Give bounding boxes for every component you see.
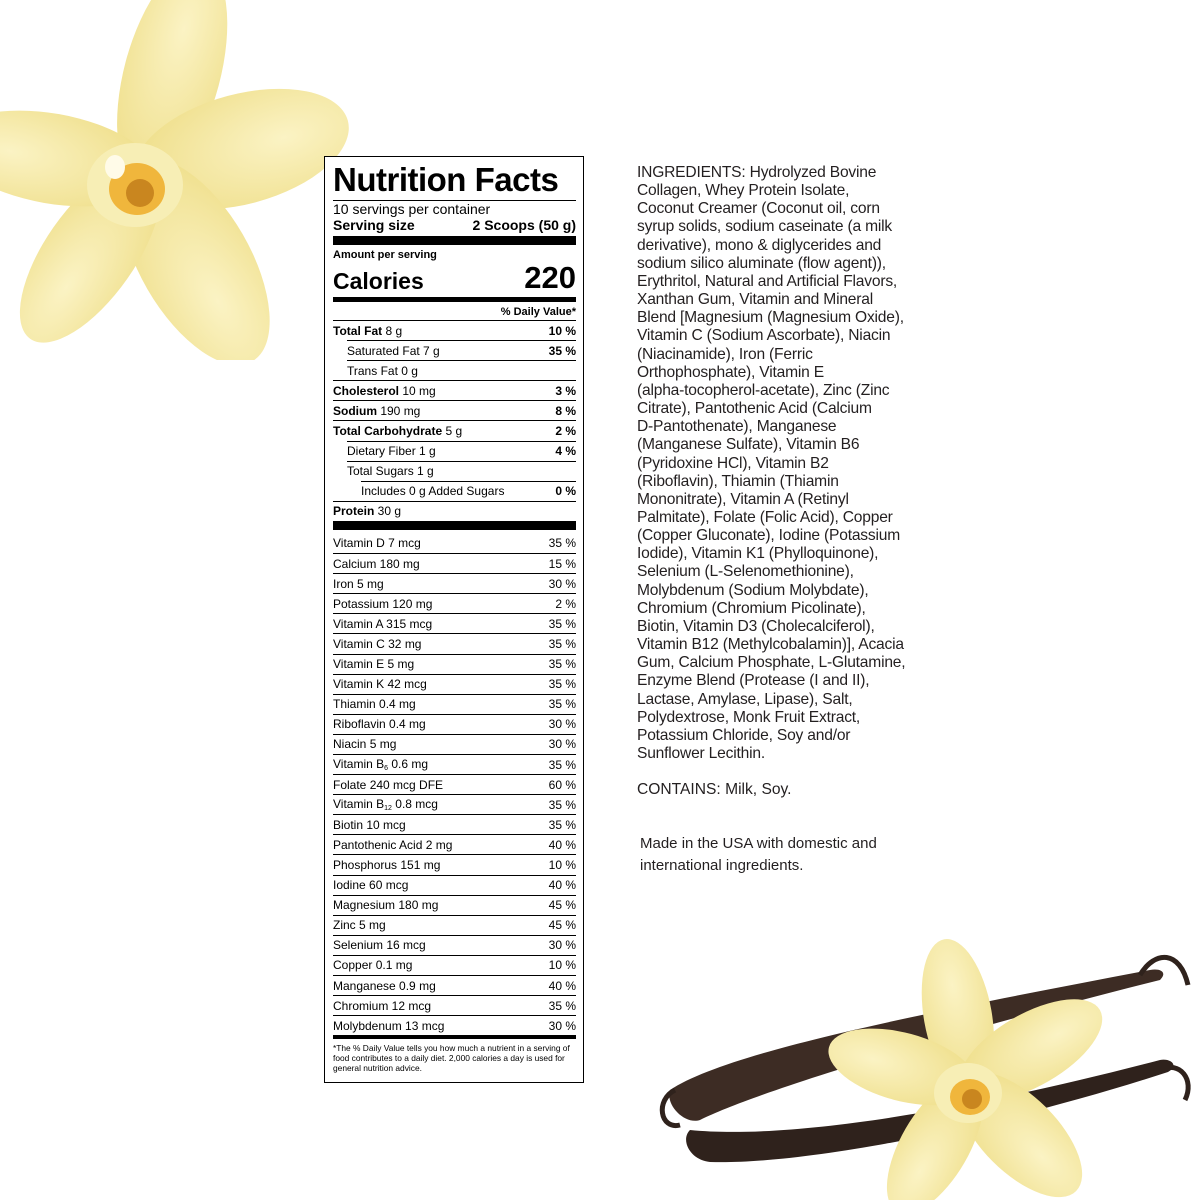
vitamin-name: Vitamin A 315 mcg — [333, 616, 433, 631]
ingredients-line: Vitamin B12 (Methylcobalamin)], Acacia — [637, 636, 904, 654]
nutrient-name: Total Carbohydrate 5 g — [333, 424, 463, 439]
vitamin-row — [333, 734, 576, 754]
nutrient-percent: 10 % — [548, 323, 576, 338]
ingredients-line: Polydextrose, Monk Fruit Extract, — [637, 708, 861, 726]
vitamin-name: Phosphorus 151 mg — [333, 857, 441, 872]
ingredients-line: Molybdenum (Sodium Molybdate), — [637, 581, 869, 599]
ingredients-line: Erythritol, Natural and Artificial Flavors, — [637, 272, 898, 290]
vitamin-name: Vitamin K 42 mcg — [333, 677, 427, 692]
vitamin-percent: 35 % — [548, 998, 576, 1013]
ingredients-text — [637, 164, 977, 763]
serving-size-label: Serving size — [333, 217, 415, 233]
ingredients-line: (Manganese Sulfate), Vitamin B6 — [637, 436, 860, 454]
vitamin-row — [333, 674, 576, 694]
vitamin-name: Folate 240 mcg DFE — [333, 777, 444, 792]
vitamin-row — [333, 694, 576, 714]
vitamin-name: Biotin 10 mcg — [333, 817, 406, 832]
vitamin-row — [333, 814, 576, 834]
ingredients-line: Potassium Chloride, Soy and/or — [637, 726, 851, 744]
vitamin-name: Vitamin $B_{12}$ 0.8 mcg — [333, 797, 438, 813]
nutrient-percent: 4 % — [555, 444, 576, 459]
ingredients-line: Chromium (Chromium Picolinate), — [637, 599, 866, 617]
nutrient-row — [333, 380, 576, 400]
made-in-text — [640, 833, 900, 877]
vitamin-percent: 30 % — [548, 576, 576, 591]
vitamin-percent: 30 % — [548, 938, 576, 953]
servings-per-container: 10 servings per container — [333, 200, 576, 217]
contains-text: CONTAINS: Milk, Soy. — [637, 781, 792, 798]
vitamin-name: Niacin 5 mg — [333, 737, 397, 752]
serving-size-value: 2 Scoops (50 g) — [472, 217, 576, 233]
vitamin-percent: 35 % — [548, 697, 576, 712]
ingredients-line: syrup solids, sodium caseinate (a milk — [637, 218, 892, 236]
vitamin-percent: 35 % — [548, 757, 576, 772]
vitamin-row — [333, 975, 576, 995]
ingredients-line: Lactase, Amylase, Lipase), Salt, — [637, 690, 853, 708]
ingredients-line: Biotin, Vitamin D3 (Cholecalciferol), — [637, 617, 875, 635]
ingredients-line: Citrate), Pantothenic Acid (Calcium — [637, 400, 872, 418]
vitamin-row — [333, 633, 576, 653]
vitamin-row — [333, 553, 576, 573]
vitamin-row — [333, 754, 576, 774]
ingredients-line: Collagen, Whey Protein Isolate, — [637, 182, 850, 200]
ingredients-line: derivative), mono & diglycerides and — [637, 236, 882, 254]
calories-label: Calories — [333, 268, 424, 294]
nutrient-name: Total Sugars 1 g — [347, 464, 434, 479]
nutrient-list — [333, 320, 576, 521]
nutrient-name: Trans Fat 0 g — [347, 363, 418, 378]
vitamin-percent: 35 % — [548, 797, 576, 812]
ingredients-line: (Pyridoxine HCl), Vitamin B2 — [637, 454, 829, 472]
nutrient-percent: 8 % — [555, 403, 576, 418]
nutrient-percent: 35 % — [548, 343, 576, 358]
vitamin-row — [333, 995, 576, 1015]
vitamin-percent: 40 % — [548, 878, 576, 893]
vitamin-name: Riboflavin 0.4 mg — [333, 717, 426, 732]
vanilla-bean-icon — [640, 930, 1200, 1200]
vitamin-percent: 35 % — [548, 657, 576, 672]
vitamin-percent: 45 % — [548, 918, 576, 933]
made-in-line: international ingredients. — [640, 857, 804, 874]
nutrient-row — [333, 501, 576, 521]
nutrient-row — [333, 420, 576, 440]
vitamin-percent: 60 % — [548, 777, 576, 792]
vitamin-percent: 30 % — [548, 1018, 576, 1033]
vitamin-percent: 35 % — [548, 817, 576, 832]
nutrient-name: Protein 30 g — [333, 504, 402, 519]
nutrient-row — [361, 481, 576, 501]
ingredients-line: Vitamin C (Sodium Ascorbate), Niacin — [637, 327, 891, 345]
vitamin-name: Calcium 180 mg — [333, 556, 420, 571]
ingredients-line: (alpha-tocopherol-acetate), Zinc (Zinc — [637, 381, 890, 399]
vitamin-name: Potassium 120 mg — [333, 596, 433, 611]
vitamin-row — [333, 854, 576, 874]
footnote: *The % Daily Value tells you how much a nutrient in a serving of food contributes to a daily diet. 2,000 calories a day is used for general nutrition advice. — [333, 1035, 576, 1073]
ingredients-line: D-Pantothenate), Manganese — [637, 418, 837, 436]
divider-medium — [333, 297, 576, 302]
ingredients-line: Palmitate), Folate (Folic Acid), Copper — [637, 508, 893, 526]
ingredients-line: INGREDIENTS: Hydrolyzed Bovine — [637, 164, 877, 181]
vitamin-name: Molybdenum 13 mcg — [333, 1018, 445, 1033]
ingredients-line: Enzyme Blend (Protease (I and II), — [637, 672, 870, 690]
vitamin-percent: 15 % — [548, 556, 576, 571]
vitamin-percent: 40 % — [548, 978, 576, 993]
vitamin-row — [333, 714, 576, 734]
vitamin-percent: 40 % — [548, 837, 576, 852]
vitamin-row — [333, 654, 576, 674]
nutrient-percent: 2 % — [555, 424, 576, 439]
ingredients-line: Gum, Calcium Phosphate, L-Glutamine, — [637, 654, 906, 672]
vitamin-list — [333, 533, 576, 1035]
ingredients-line: Orthophosphate), Vitamin E — [637, 363, 824, 381]
serving-size — [333, 217, 576, 233]
nutrient-name: Sodium 190 mg — [333, 403, 421, 418]
ingredients-line: sodium silico aluminate (flow agent)), — [637, 254, 886, 272]
daily-value-header: % Daily Value* — [500, 306, 576, 318]
vitamin-row — [333, 915, 576, 935]
ingredients-line: Coconut Creamer (Coconut oil, corn — [637, 200, 880, 218]
vitamin-row — [333, 774, 576, 794]
vitamin-row — [333, 613, 576, 633]
nutrient-percent: 0 % — [555, 484, 576, 499]
calories-row — [333, 262, 576, 294]
vitamin-percent: 10 % — [548, 857, 576, 872]
vitamin-percent: 10 % — [548, 958, 576, 973]
amount-per-serving: Amount per serving — [333, 249, 437, 261]
nutrition-title: Nutrition Facts — [333, 161, 559, 198]
vitamin-row — [333, 573, 576, 593]
vitamin-percent: 35 % — [548, 636, 576, 651]
vitamin-percent: 45 % — [548, 898, 576, 913]
vitamin-name: Iodine 60 mcg — [333, 878, 409, 893]
nutrient-row — [347, 340, 576, 360]
vitamin-name: Copper 0.1 mg — [333, 958, 413, 973]
nutrient-name: Dietary Fiber 1 g — [347, 444, 436, 459]
vitamin-name: Pantothenic Acid 2 mg — [333, 837, 453, 852]
vitamin-name: Selenium 16 mcg — [333, 938, 426, 953]
ingredients-line: Sunflower Lecithin. — [637, 745, 765, 762]
vitamin-percent: 35 % — [548, 677, 576, 692]
vitamin-percent: 30 % — [548, 737, 576, 752]
vitamin-percent: 35 % — [548, 535, 576, 550]
ingredients-line: Mononitrate), Vitamin A (Retinyl — [637, 490, 849, 508]
made-in-line: Made in the USA with domestic and — [640, 835, 877, 852]
vitamin-row — [333, 875, 576, 895]
vitamin-row — [333, 593, 576, 613]
nutrient-row — [333, 320, 576, 340]
vitamin-name: Chromium 12 mcg — [333, 998, 432, 1013]
ingredients-line: Iodide), Vitamin K1 (Phylloquinone), — [637, 545, 879, 563]
vitamin-row — [333, 935, 576, 955]
vitamin-name: Iron 5 mg — [333, 576, 384, 591]
divider-thick — [333, 521, 576, 530]
nutrient-name: Saturated Fat 7 g — [347, 343, 440, 358]
nutrient-row — [347, 441, 576, 461]
ingredients-line: (Niacinamide), Iron (Ferric — [637, 345, 813, 363]
calories-value: 220 — [524, 260, 576, 295]
vitamin-row — [333, 955, 576, 975]
nutrient-row — [347, 461, 576, 481]
ingredients-line: Selenium (L-Selenomethionine), — [637, 563, 854, 581]
nutrient-row — [333, 400, 576, 420]
nutrition-facts-label — [324, 156, 584, 1083]
ingredients-line: (Riboflavin), Thiamin (Thiamin — [637, 472, 839, 490]
vitamin-row — [333, 794, 576, 814]
vitamin-row — [333, 895, 576, 915]
vitamin-name: Vitamin E 5 mg — [333, 657, 415, 672]
ingredients-line: Xanthan Gum, Vitamin and Mineral — [637, 291, 874, 309]
vitamin-name: Vitamin D 7 mcg — [333, 535, 421, 550]
vanilla-flower-icon — [0, 0, 360, 360]
divider-thick — [333, 236, 576, 245]
vitamin-name: Magnesium 180 mg — [333, 898, 439, 913]
vitamin-row — [333, 533, 576, 553]
nutrient-name: Includes 0 g Added Sugars — [361, 484, 505, 499]
vitamin-name: Thiamin 0.4 mg — [333, 697, 416, 712]
nutrient-row — [347, 360, 576, 380]
vitamin-row — [333, 1015, 576, 1035]
vitamin-row — [333, 834, 576, 854]
nutrient-percent: 3 % — [555, 383, 576, 398]
vitamin-percent: 30 % — [548, 717, 576, 732]
vitamin-name: Zinc 5 mg — [333, 918, 386, 933]
vitamin-percent: 2 % — [555, 596, 576, 611]
vitamin-name: Vitamin $B_6$ 0.6 mg — [333, 757, 429, 773]
nutrient-name: Total Fat 8 g — [333, 323, 403, 338]
ingredients-line: Blend [Magnesium (Magnesium Oxide), — [637, 309, 904, 327]
vitamin-percent: 35 % — [548, 616, 576, 631]
vitamin-name: Vitamin C 32 mg — [333, 636, 422, 651]
nutrient-name: Cholesterol 10 mg — [333, 383, 436, 398]
ingredients-line: (Copper Gluconate), Iodine (Potassium — [637, 527, 901, 545]
vitamin-name: Manganese 0.9 mg — [333, 978, 436, 993]
